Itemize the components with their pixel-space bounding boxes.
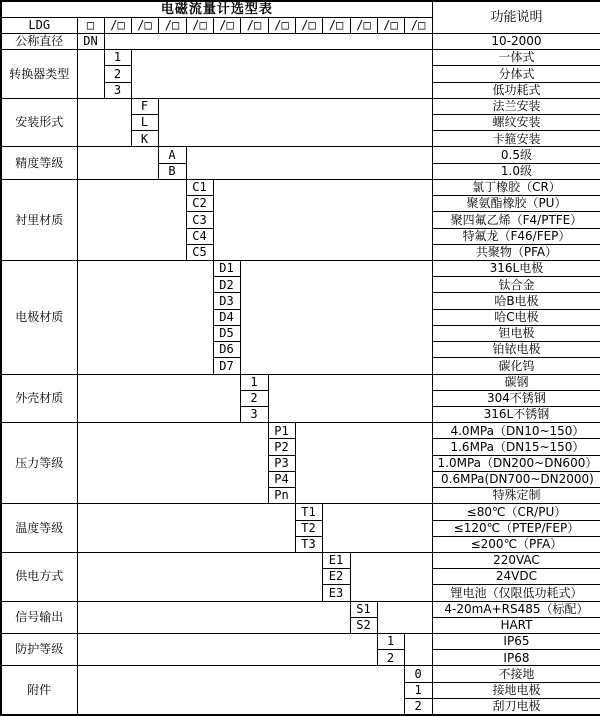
table-row	[1, 1, 600, 17]
table-row	[1, 552, 600, 568]
code-cell: A	[158, 147, 186, 163]
desc-cell: 低功耗式	[432, 82, 600, 98]
desc-cell: 分体式	[432, 66, 600, 82]
code-cell: Pn	[268, 488, 295, 504]
model-slot-cell: /□	[240, 17, 268, 33]
desc-cell: 共聚物（PFA）	[432, 244, 600, 260]
spacer-cell	[295, 423, 432, 504]
table-row	[1, 634, 600, 650]
spacer-cell	[77, 634, 377, 666]
model-slot-cell: /□	[377, 17, 404, 33]
dn-code-cell: DN	[77, 33, 104, 49]
model-slot-cell: /□	[322, 17, 350, 33]
spacer-cell	[350, 552, 432, 601]
group-label: 安装形式	[1, 98, 77, 147]
model-slot-cell: /□	[295, 17, 322, 33]
desc-cell: 一体式	[432, 50, 600, 66]
code-cell: E1	[322, 552, 350, 568]
desc-cell: 碳化钨	[432, 358, 600, 374]
code-cell: D1	[213, 261, 240, 277]
model-slot-cell: /□	[213, 17, 240, 33]
desc-cell: 316L电极	[432, 261, 600, 277]
table-row	[1, 601, 600, 617]
group-label: 精度等级	[1, 147, 77, 179]
spacer-cell	[213, 179, 432, 260]
model-slot-cell: /□	[404, 17, 432, 33]
model-slot-cell: /□	[186, 17, 213, 33]
table-row	[1, 98, 600, 114]
code-cell: 1	[104, 50, 131, 66]
spacer-cell	[77, 552, 322, 601]
table-row	[1, 50, 600, 66]
spacer-cell	[377, 601, 432, 633]
code-cell: L	[131, 115, 158, 131]
model-slot-cell: /□	[268, 17, 295, 33]
code-cell: S1	[350, 601, 377, 617]
code-cell: P3	[268, 455, 295, 471]
code-cell: K	[131, 131, 158, 147]
code-cell: F	[131, 98, 158, 114]
desc-cell: 哈B电极	[432, 293, 600, 309]
code-cell: 0	[404, 666, 432, 682]
spacer-cell	[268, 374, 432, 423]
table-title: 电磁流量计选型表	[1, 1, 432, 17]
desc-cell: 304不锈钢	[432, 390, 600, 406]
desc-cell: 1.0MPa（DN200~DN600）	[432, 455, 600, 471]
group-label: 附件	[1, 666, 77, 715]
code-cell: D5	[213, 325, 240, 341]
model-prefix-cell: LDG	[1, 17, 77, 33]
spacer-cell	[77, 666, 404, 715]
spacer-cell	[77, 179, 186, 260]
code-cell: D4	[213, 309, 240, 325]
table-row	[1, 179, 600, 195]
function-column-header: 功能说明	[432, 1, 600, 33]
code-cell: C3	[186, 212, 213, 228]
code-cell: E2	[322, 569, 350, 585]
spacer-cell	[77, 147, 158, 179]
code-cell: T3	[295, 536, 322, 552]
code-cell: 2	[404, 698, 432, 715]
spacer-cell	[131, 50, 432, 99]
group-label: 转换器类型	[1, 50, 77, 99]
spacer-cell	[77, 423, 268, 504]
code-cell: P4	[268, 471, 295, 487]
desc-cell: IP68	[432, 650, 600, 666]
desc-cell: 24VDC	[432, 569, 600, 585]
desc-cell: 0.5级	[432, 147, 600, 163]
code-cell: 1	[377, 634, 404, 650]
desc-cell: 哈C电极	[432, 309, 600, 325]
code-cell: 1	[404, 682, 432, 698]
code-cell: C4	[186, 228, 213, 244]
desc-cell: 法兰安装	[432, 98, 600, 114]
desc-cell: 钽电极	[432, 325, 600, 341]
group-label: 供电方式	[1, 552, 77, 601]
group-label: 压力等级	[1, 423, 77, 504]
spacer-cell	[186, 147, 432, 179]
model-box-cell: □	[77, 17, 104, 33]
code-cell: E3	[322, 585, 350, 601]
group-label: 电极材质	[1, 261, 77, 375]
desc-cell: HART	[432, 617, 600, 633]
spacer-cell	[104, 33, 432, 49]
dn-desc-cell: 10-2000	[432, 33, 600, 49]
spacer-cell	[77, 374, 240, 423]
table-row	[1, 423, 600, 439]
desc-cell: 螺纹安装	[432, 115, 600, 131]
dn-label-cell: 公称直径	[1, 33, 77, 49]
code-cell: P2	[268, 439, 295, 455]
code-cell: 3	[104, 82, 131, 98]
desc-cell: 碳钢	[432, 374, 600, 390]
table-row	[1, 147, 600, 163]
desc-cell: 铂铱电极	[432, 342, 600, 358]
spacer-cell	[322, 504, 432, 553]
desc-cell: 1.6MPa（DN15~150）	[432, 439, 600, 455]
group-label: 外壳材质	[1, 374, 77, 423]
code-cell: C1	[186, 179, 213, 195]
code-cell: 2	[377, 650, 404, 666]
code-cell: T2	[295, 520, 322, 536]
desc-cell: 1.0级	[432, 163, 600, 179]
code-cell: T1	[295, 504, 322, 520]
desc-cell: 聚氨酯橡胶（PU）	[432, 196, 600, 212]
code-cell: 2	[240, 390, 268, 406]
code-cell: D3	[213, 293, 240, 309]
desc-cell: ≤120℃（PTEP/FEP）	[432, 520, 600, 536]
table-row	[1, 504, 600, 520]
desc-cell: 不接地	[432, 666, 600, 682]
desc-cell: 4-20mA+RS485（标配）	[432, 601, 600, 617]
model-slot-cell: /□	[350, 17, 377, 33]
desc-cell: ≤80℃（CR/PU）	[432, 504, 600, 520]
spacer-cell	[158, 98, 432, 147]
desc-cell: 氯丁橡胶（CR）	[432, 179, 600, 195]
code-cell: P1	[268, 423, 295, 439]
table-row	[1, 666, 600, 682]
desc-cell: 钛合金	[432, 277, 600, 293]
desc-cell: 特氟龙（F46/FEP）	[432, 228, 600, 244]
group-label: 衬里材质	[1, 179, 77, 260]
table-row	[1, 374, 600, 390]
group-label: 温度等级	[1, 504, 77, 553]
spacer-cell	[77, 50, 104, 99]
model-slot-cell: /□	[158, 17, 186, 33]
group-label: 信号输出	[1, 601, 77, 633]
table-row	[1, 33, 600, 49]
desc-cell: 刮刀电极	[432, 698, 600, 715]
desc-cell: 0.6MPa(DN700~DN2000)	[432, 471, 600, 487]
desc-cell: 接地电极	[432, 682, 600, 698]
spacer-cell	[240, 261, 432, 375]
code-cell: D6	[213, 342, 240, 358]
spacer-cell	[404, 634, 432, 666]
spacer-cell	[77, 261, 213, 375]
code-cell: D2	[213, 277, 240, 293]
desc-cell: 卡箍安装	[432, 131, 600, 147]
desc-cell: 220VAC	[432, 552, 600, 568]
desc-cell: 316L不锈钢	[432, 406, 600, 422]
desc-cell: 4.0MPa（DN10~150）	[432, 423, 600, 439]
code-cell: 3	[240, 406, 268, 422]
desc-cell: IP65	[432, 634, 600, 650]
desc-cell: ≤200℃（PFA）	[432, 536, 600, 552]
model-slot-cell: /□	[131, 17, 158, 33]
desc-cell: 聚四氟乙烯（F4/PTFE）	[432, 212, 600, 228]
desc-cell: 锂电池（仅限低功耗式）	[432, 585, 600, 601]
spacer-cell	[77, 601, 350, 633]
model-slot-cell: /□	[104, 17, 131, 33]
desc-cell: 特殊定制	[432, 488, 600, 504]
code-cell: 2	[104, 66, 131, 82]
spacer-cell	[77, 504, 295, 553]
group-label: 防护等级	[1, 634, 77, 666]
selection-table-body	[1, 1, 600, 715]
table-row	[1, 261, 600, 277]
code-cell: B	[158, 163, 186, 179]
code-cell: C5	[186, 244, 213, 260]
spacer-cell	[77, 98, 131, 147]
code-cell: S2	[350, 617, 377, 633]
code-cell: 1	[240, 374, 268, 390]
code-cell: D7	[213, 358, 240, 374]
code-cell: C2	[186, 196, 213, 212]
